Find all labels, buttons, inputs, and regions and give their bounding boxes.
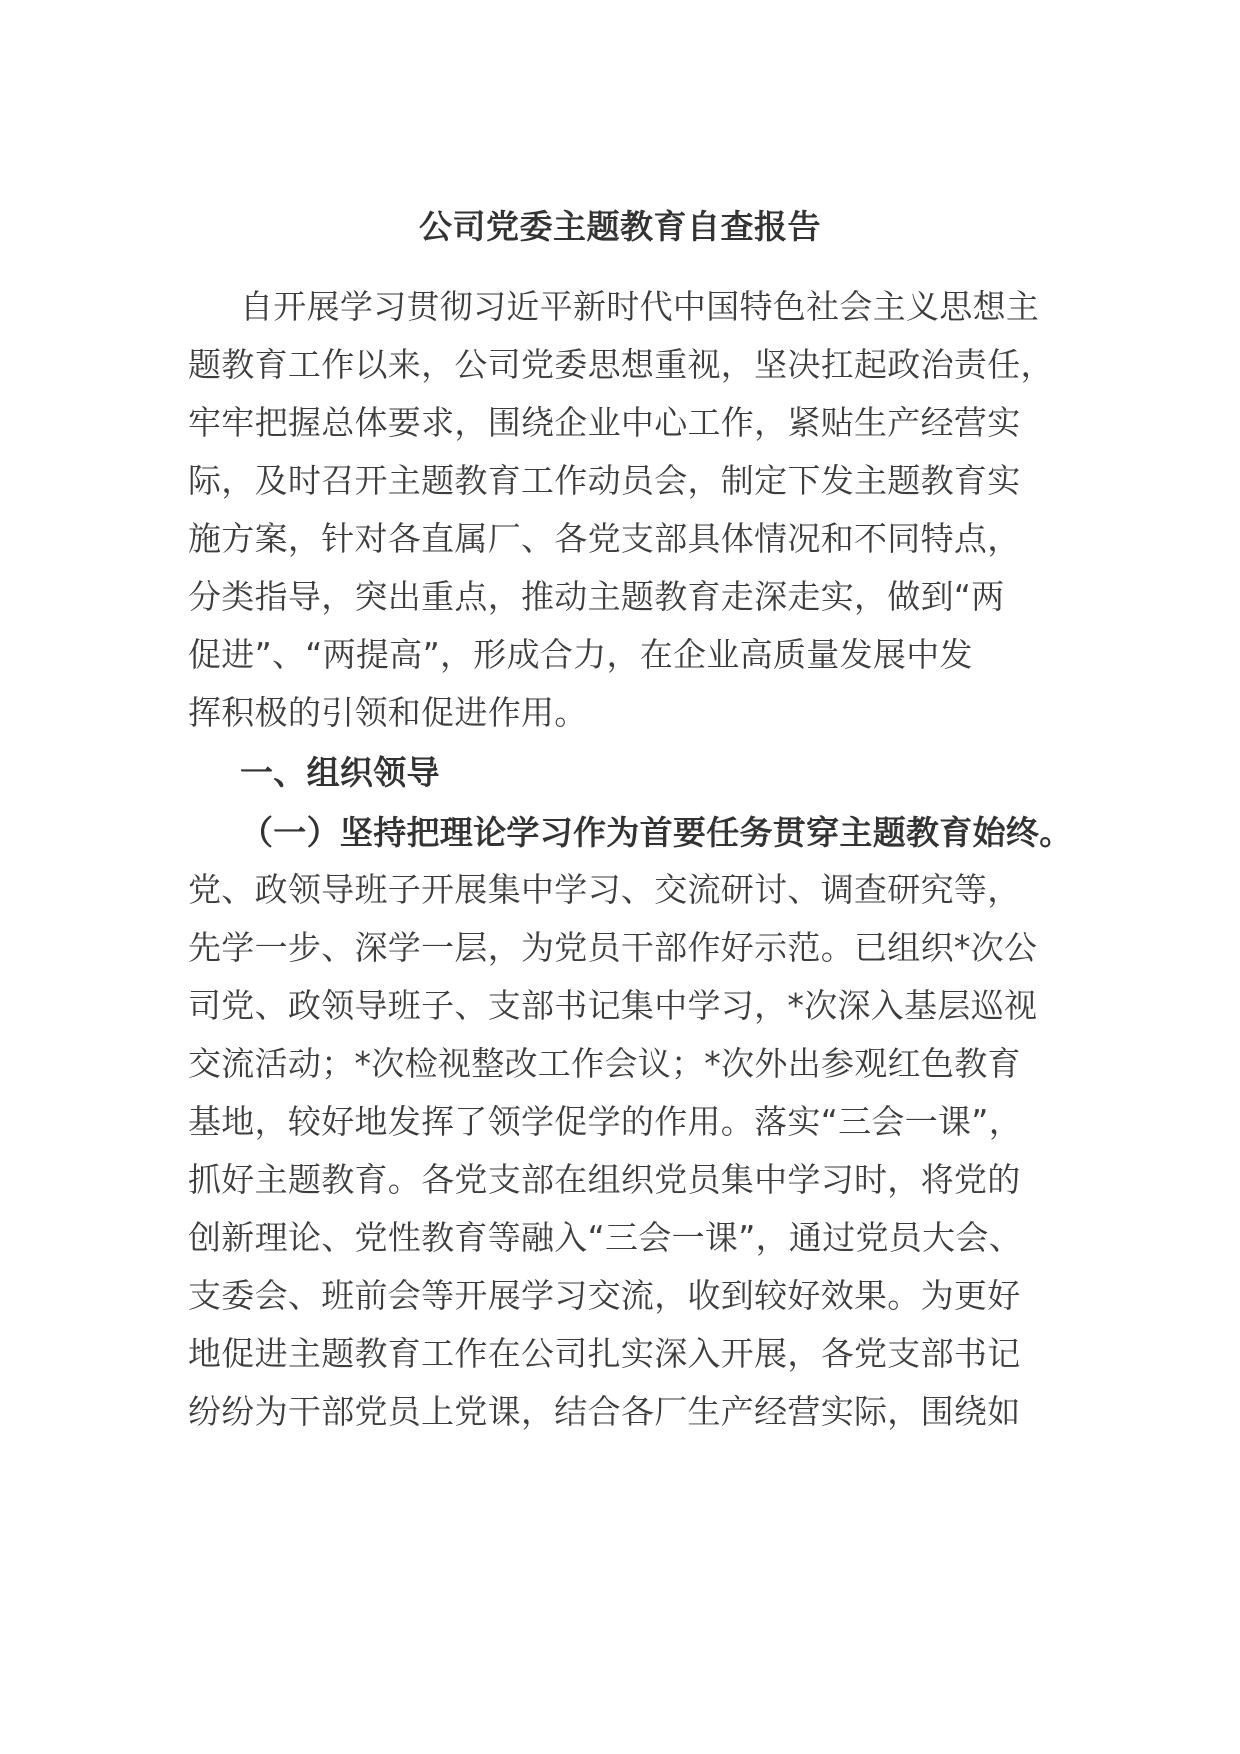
paragraph-line: 际，及时召开主题教育工作动员会，制定下发主题教育实 [188,461,1021,500]
document-title: 公司党委主题教育自查报告 [419,207,821,246]
paragraph-line: 分类指导，突出重点，推动主题教育走深走实，做到“两 [188,577,1005,616]
paragraph-line: 地促进主题教育工作在公司扎实深入开展，各党支部书记 [188,1334,1021,1373]
paragraph-line: 抓好主题教育。各党支部在组织党员集中学习时，将党的 [188,1160,1021,1199]
section-heading: 一、组织领导 [240,753,440,792]
paragraph-line: 创新理论、党性教育等融入“三会一课”，通过党员大会、 [188,1218,1022,1257]
paragraph-line: 挥积极的引领和促进作用。 [188,693,588,732]
paragraph-line: 先学一步、深学一层，为党员干部作好示范。已组织*次公 [188,928,1038,967]
paragraph-line: 牢牢把握总体要求，围绕企业中心工作，紧贴生产经营实 [188,403,1021,442]
paragraph-line: 题教育工作以来，公司党委思想重视，坚决扛起政治责任， [188,345,1054,384]
subsection-heading: （一）坚持把理论学习作为首要任务贯穿主题教育始终。 [240,813,1073,852]
paragraph-line: 自开展学习贯彻习近平新时代中国特色社会主义思想主 [240,287,1040,326]
paragraph-line: 党、政领导班子开展集中学习、交流研讨、调查研究等， [188,870,1021,909]
paragraph-line: 促进”、“两提高”，形成合力，在企业高质量发展中发 [188,635,973,674]
paragraph-line: 司党、政领导班子、支部书记集中学习，*次深入基层巡视 [188,986,1038,1025]
paragraph-line: 纷纷为干部党员上党课，结合各厂生产经营实际，围绕如 [188,1392,1021,1431]
paragraph-line: 支委会、班前会等开展学习交流，收到较好效果。为更好 [188,1276,1021,1315]
paragraph-line: 施方案，针对各直属厂、各党支部具体情况和不同特点， [188,519,1021,558]
paragraph-line: 基地，较好地发挥了领学促学的作用。落实“三会一课”， [188,1102,1022,1141]
paragraph-line: 交流活动；*次检视整改工作会议；*次外出参观红色教育 [188,1044,1021,1083]
